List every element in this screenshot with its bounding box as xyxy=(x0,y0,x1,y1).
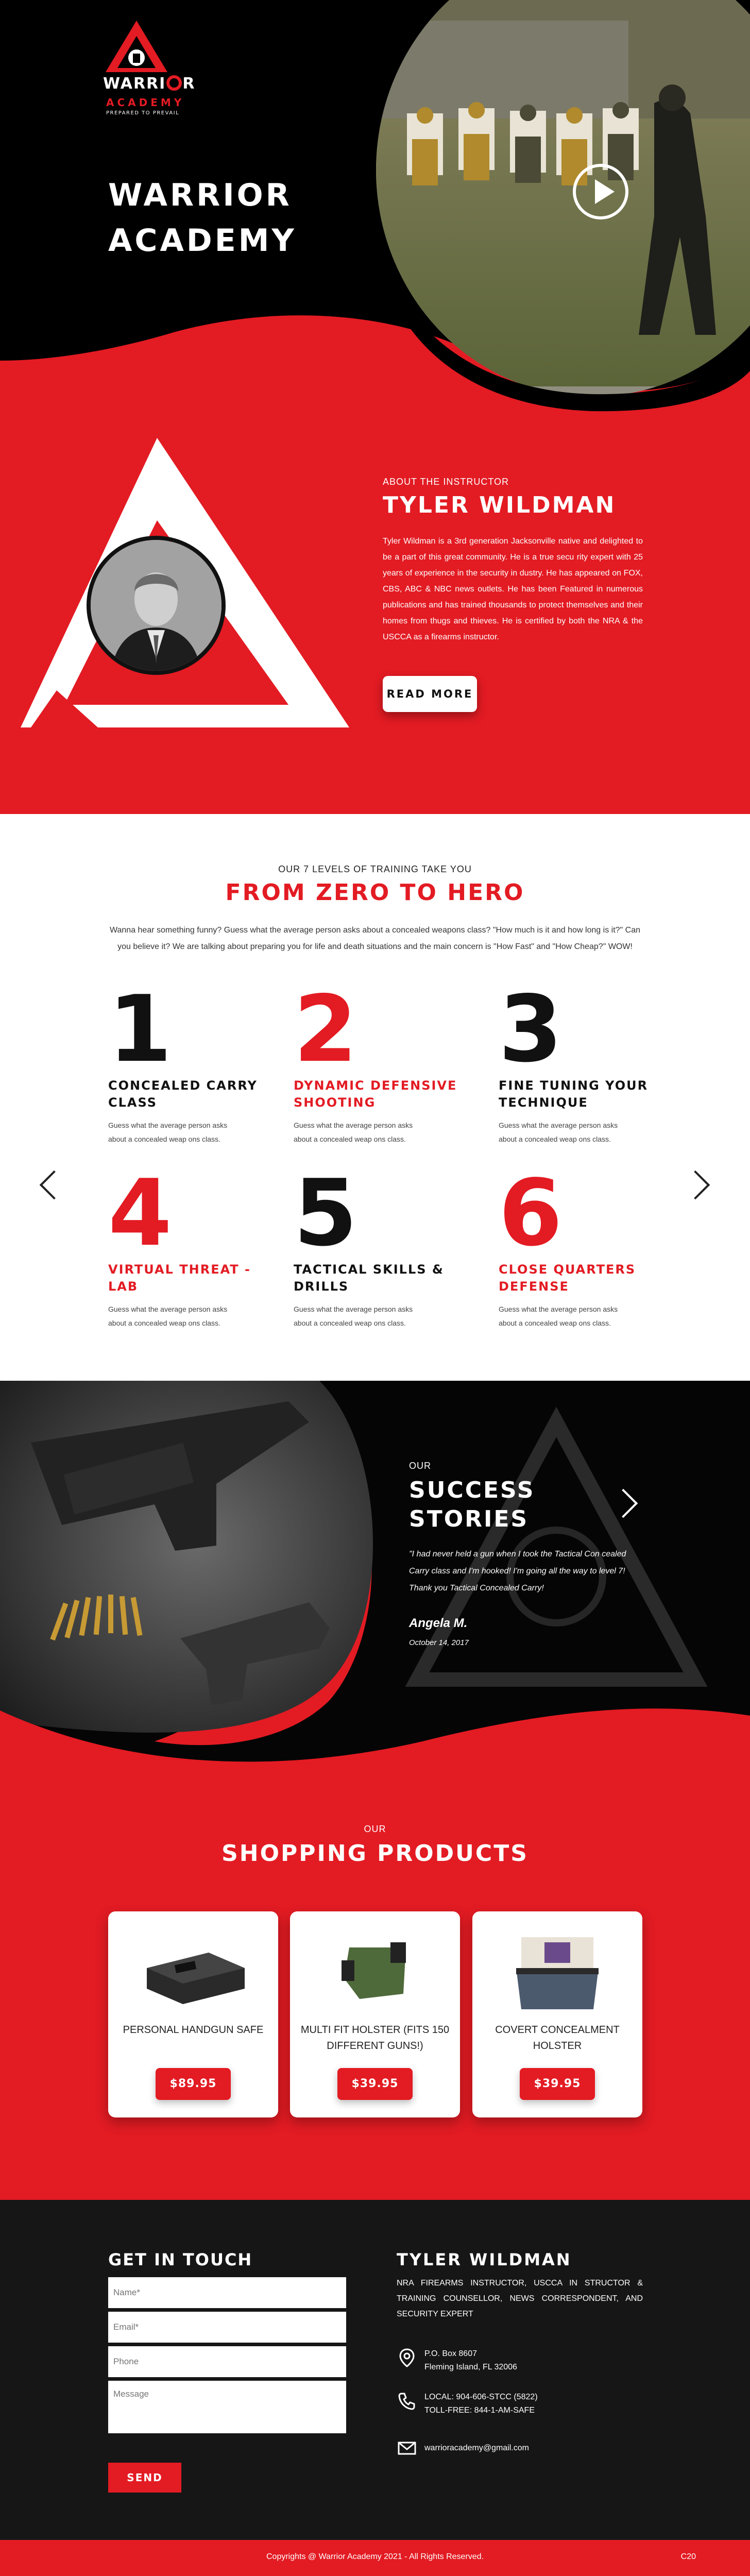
product-card[interactable] xyxy=(108,1911,278,2117)
chevron-right-icon[interactable] xyxy=(681,1171,710,1200)
email-field[interactable] xyxy=(108,2312,346,2343)
product-price[interactable]: $39.95 xyxy=(520,2068,595,2100)
products-section xyxy=(0,1793,750,2200)
level-name: VIRTUAL THREAT -LAB xyxy=(108,1262,251,1294)
about-eyebrow: ABOUT THE INSTRUCTOR xyxy=(383,477,509,487)
about-bio: Tyler Wildman is a 3rd generation Jacksonville native and delighted to be a part of this great community. He is a true secu rity expert with 25 years of experience in the security in dustry. He has appeared on FOX, CBS, ABC & NBC news outlets. He has been Featured in numerous publications and has trained thousands to protect themselves and their homes from thugs and thieves. He is certified by both the NRA & the USCCA as a firearms instructor. xyxy=(383,537,643,641)
copyright-text: Copyrights @ Warrior Academy 2021 - All Rights Reserved. xyxy=(266,2552,484,2561)
level-number: 1 xyxy=(108,976,172,1082)
phone-tollfree[interactable]: TOLL-FREE: 844-1-AM-SAFE xyxy=(424,2406,535,2415)
stories-title: SUCCESS STORIES xyxy=(409,1477,535,1532)
products-eyebrow: OUR xyxy=(364,1824,386,1834)
chevron-left-icon[interactable] xyxy=(40,1171,69,1200)
level-name: TACTICAL SKILLS & DRILLS xyxy=(294,1262,444,1294)
levels-title: FROM ZERO TO HERO xyxy=(225,879,525,906)
level-name: CONCEALED CARRY CLASS xyxy=(108,1078,258,1110)
product-card[interactable] xyxy=(290,1911,460,2117)
level-name: DYNAMIC DEFENSIVE SHOOTING xyxy=(294,1078,457,1110)
logo-subtitle: ACADEMY xyxy=(106,96,185,109)
mail-icon xyxy=(397,2438,417,2459)
level-card[interactable] xyxy=(294,976,458,1146)
logo-text[interactable]: WARRI R xyxy=(103,75,196,93)
level-description: Guess what the average person asks about a concealed weap ons class. xyxy=(294,1121,413,1143)
name-field[interactable] xyxy=(108,2277,346,2308)
level-description: Guess what the average person asks about a concealed weap ons class. xyxy=(499,1305,618,1327)
product-card[interactable] xyxy=(472,1911,642,2117)
level-name: FINE TUNING YOUR TECHNIQUE xyxy=(499,1078,649,1110)
concealment-holster-image xyxy=(496,1932,619,2009)
handgun-safe-image xyxy=(131,1932,255,2009)
hero-title: WARRIOR ACADEMY xyxy=(108,177,297,259)
levels-section xyxy=(0,814,750,1381)
level-number: 5 xyxy=(294,1160,357,1266)
address-line1: P.O. Box 8607 xyxy=(424,2349,477,2358)
read-more-button[interactable]: READ MORE xyxy=(383,676,477,712)
levels-intro: Wanna hear something funny? Guess what the average person asks about a concealed weapons class? "How much is it and how long is it?" Can you believe it? We are talking about preparing you for life and death situations and the main concern is "How Fast" and "How Cheap?" WOW! xyxy=(109,926,641,951)
level-number: 2 xyxy=(294,976,357,1082)
footer-code: C20 xyxy=(680,2552,696,2561)
testimonial-quote: "I had never held a gun when I took the Tactical Con cealed Carry class and I'm hooked! I'm going all the way to level 7! Thank you Tactical Concealed Carry! xyxy=(409,1550,626,1592)
level-description: Guess what the average person asks about a concealed weap ons class. xyxy=(108,1121,228,1143)
products-title: SHOPPING PRODUCTS xyxy=(221,1840,529,1867)
message-field[interactable] xyxy=(108,2381,346,2433)
footer xyxy=(0,2540,750,2576)
video-thumbnail[interactable] xyxy=(361,0,750,412)
level-card[interactable] xyxy=(294,1160,458,1330)
level-number: 4 xyxy=(108,1160,172,1266)
holster-image xyxy=(313,1932,437,2009)
play-icon[interactable] xyxy=(573,164,628,219)
phone-icon xyxy=(397,2391,417,2411)
levels-eyebrow: OUR 7 LEVELS OF TRAINING TAKE YOU xyxy=(278,864,472,874)
level-description: Guess what the average person asks about a concealed weap ons class. xyxy=(499,1121,618,1143)
product-price[interactable]: $39.95 xyxy=(337,2068,413,2100)
stories-eyebrow: OUR xyxy=(409,1461,431,1471)
level-card[interactable] xyxy=(108,1160,273,1330)
logo-tagline: PREPARED TO PREVAIL xyxy=(106,110,180,116)
level-name: CLOSE QUARTERS DEFENSE xyxy=(499,1262,636,1294)
stories-section xyxy=(0,1381,750,1793)
level-number: 6 xyxy=(499,1160,562,1266)
about-title: TYLER WILDMAN xyxy=(383,492,616,518)
about-section xyxy=(0,412,750,814)
hero-section xyxy=(0,0,750,412)
phone-field[interactable] xyxy=(108,2346,346,2377)
address-line2: Fleming Island, FL 32006 xyxy=(424,2363,517,2371)
product-name: PERSONAL HANDGUN SAFE xyxy=(123,2024,264,2036)
product-price[interactable]: $89.95 xyxy=(156,2068,231,2100)
contact-title: GET IN TOUCH xyxy=(108,2250,253,2269)
testimonial-author: Angela M. xyxy=(409,1616,468,1630)
email-link[interactable]: warrioracademy@gmail.com xyxy=(424,2444,529,2452)
logo-o-icon xyxy=(166,75,182,91)
map-pin-icon xyxy=(397,2347,417,2368)
product-name: COVERT CONCEALMENT HOLSTER xyxy=(495,2024,620,2052)
contact-person-name: TYLER WILDMAN xyxy=(397,2250,572,2269)
instructor-portrait xyxy=(87,536,226,675)
level-number: 3 xyxy=(499,976,562,1082)
level-description: Guess what the average person asks about a concealed weap ons class. xyxy=(108,1305,228,1327)
phone-local[interactable]: LOCAL: 904-606-STCC (5822) xyxy=(424,2393,538,2401)
contact-section xyxy=(0,2200,750,2540)
level-card[interactable] xyxy=(499,1160,663,1330)
product-name: MULTI FIT HOLSTER (FITS 150 DIFFERENT GUNS!) xyxy=(300,2024,450,2052)
level-description: Guess what the average person asks about a concealed weap ons class. xyxy=(294,1305,413,1327)
level-card[interactable] xyxy=(108,976,273,1146)
level-card[interactable] xyxy=(499,976,663,1146)
testimonial-date: October 14, 2017 xyxy=(409,1638,469,1647)
contact-person-bio: NRA FIREARMS INSTRUCTOR, USCCA IN STRUCTOR & TRAINING COUNSELLOR, NEWS CORRESPONDENT, AND SECURITY EXPERT xyxy=(397,2279,643,2318)
send-button[interactable]: SEND xyxy=(108,2463,181,2493)
